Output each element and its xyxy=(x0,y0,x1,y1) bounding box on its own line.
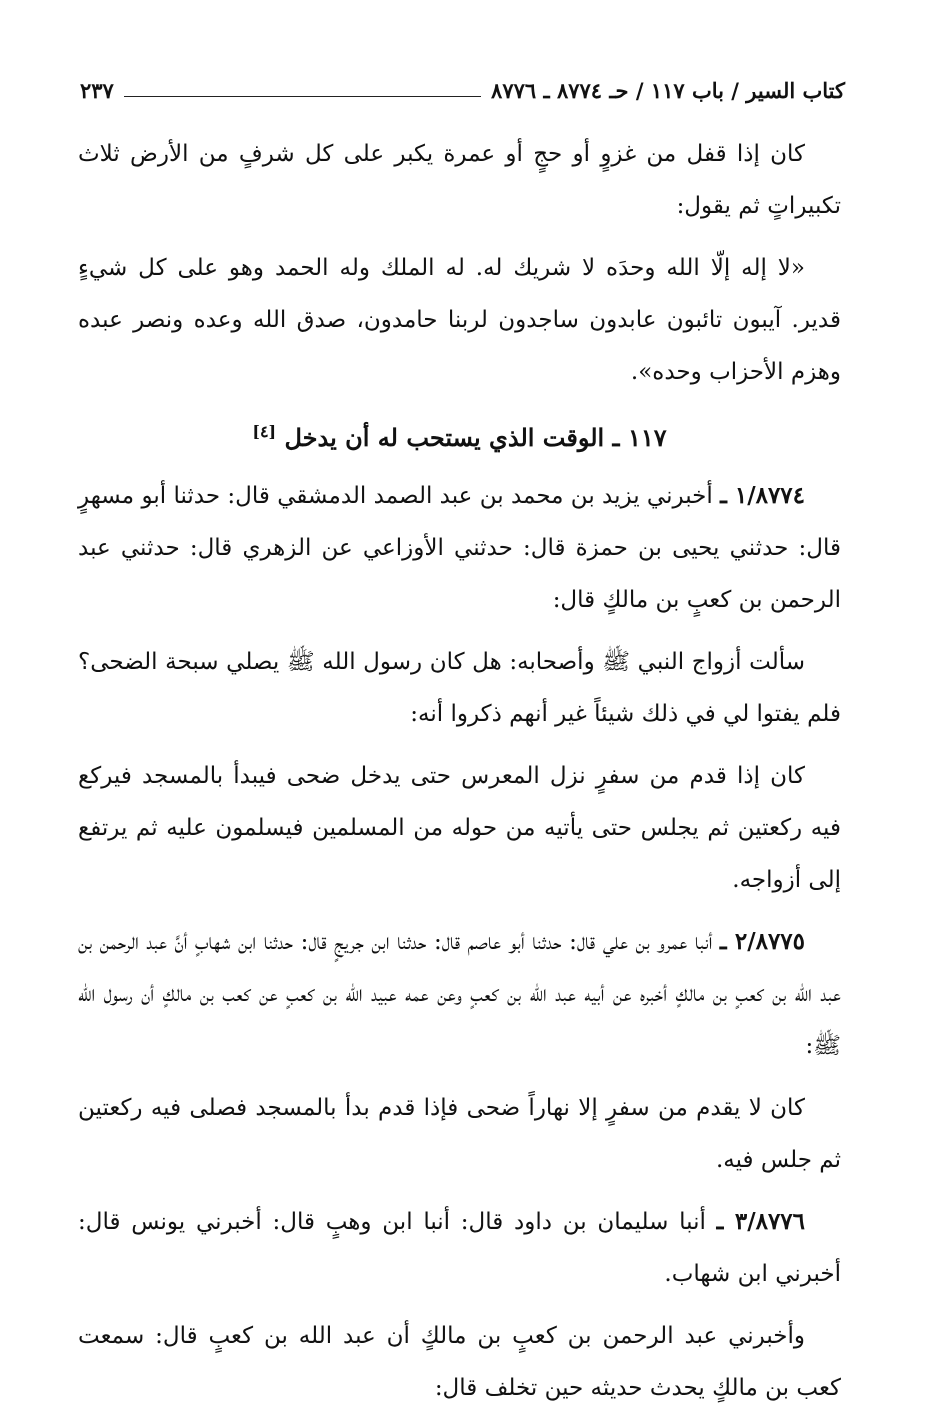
hadith-isnad xyxy=(78,1196,841,1300)
page-body xyxy=(78,128,841,1424)
paragraph: كان إذا قفل من غزوٍ أو حجٍ أو عمرة يكبر على كل شرفٍ من الأرض ثلاث تكبيراتٍ ثم يقول: xyxy=(78,141,841,219)
chapter-footnote-ref: [٤] xyxy=(252,422,277,441)
hadith-number: ٢/٨٧٧٥ ـ xyxy=(719,928,806,955)
hadith-isnad xyxy=(78,916,841,1072)
hadith-isnad xyxy=(78,470,841,626)
chapter-title: ١١٧ ـ الوقت الذي يستحب له أن يدخل xyxy=(284,423,667,452)
hadith-matn: كان لا يقدم من سفرٍ إلا نهاراً ضحى فإذا قدم بدأ بالمسجد فصلى فيه ركعتين ثم جلس فيه. xyxy=(78,1095,841,1173)
header-title: كتاب السير / باب ١١٧ / حـ ٨٧٧٤ ـ ٨٧٧٦ xyxy=(491,77,845,103)
isnad-text: أنبا سليمان بن داود قال: أنبا ابن وهبٍ قال: أخبرني يونس قال: أخبرني ابن شهاب. xyxy=(78,1209,841,1287)
dua-quote: «لا إله إلّا الله وحدَه لا شريك له. له الملك وله الحمد وهو على كل شيءٍ قدير. آيبون تائبون عابدون ساجدون لربنا حامدون، صدق الله وعده ونصر عبده وهزم الأحزاب وحده». xyxy=(78,255,841,385)
page-number: ٢٣٧ xyxy=(80,77,114,103)
chapter-heading xyxy=(78,412,841,464)
hadith-number: ١/٨٧٧٤ ـ xyxy=(720,482,806,509)
running-header xyxy=(80,72,845,108)
header-rule xyxy=(124,96,481,97)
isnad-text: أخبرني يزيد بن محمد بن عبد الصمد الدمشقي قال: حدثنا أبو مسهرٍ قال: حدثني يحيى بن حمزة قال: حدثني الأوزاعي عن الزهري قال: حدثني عبد الرحمن بن كعبٍ بن مالكٍ قال: xyxy=(78,483,841,613)
hadith-matn: وأخبرني عبد الرحمن بن كعبٍ بن مالكٍ أن عبد الله بن كعبٍ قال: سمعت كعب بن مالكٍ يحدث حديثه حين تخلف قال: xyxy=(78,1323,841,1401)
hadith-matn: سألت أزواج النبي ﷺ وأصحابه: هل كان رسول الله ﷺ يصلي سبحة الضحى؟ فلم يفتوا لي في ذلك شيئاً غير أنهم ذكروا أنه: xyxy=(78,649,841,727)
hadith-number: ٣/٨٧٧٦ ـ xyxy=(716,1208,806,1235)
hadith-matn: كان إذا قدم من سفرٍ نزل المعرس حتى يدخل ضحى فيبدأ بالمسجد فيركع فيه ركعتين ثم يجلس حتى يأتيه من حوله من المسلمين فيسلمون عليه ثم يرتفع إلى أزواجه. xyxy=(78,763,841,893)
isnad-text: أنبا عمرو بن علي قال: حدثنا أبو عاصم قال: حدثنا ابن جريجٍ قال: حدثنا ابن شهابٍ أنَّ عبد الرحمن بن عبد الله بن كعبٍ بن مالكٍ أخبره عن أبيه عبد الله بن كعبٍ وعن عمه عبيد الله بن كعبٍ عن كعب بن مالكٍ أن رسول الله ﷺ: xyxy=(78,929,841,1059)
